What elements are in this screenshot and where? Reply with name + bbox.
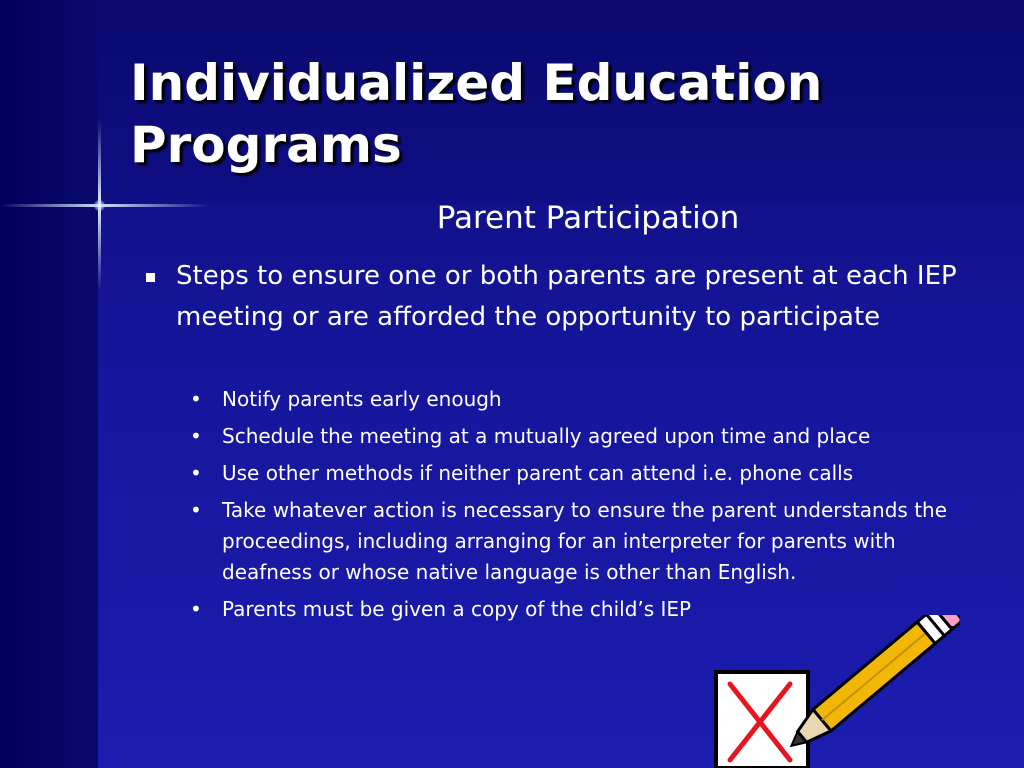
sub-bullet-item bbox=[190, 421, 990, 452]
main-bullet-text: Steps to ensure one or both parents are present at each IEP meeting or are afforded the opportunity to participate bbox=[176, 261, 957, 332]
slide-subtitle: Parent Participation bbox=[436, 200, 740, 236]
sub-bullet-text: Take whatever action is necessary to ensure the parent understands the proceedings, including arranging for an interpreter for parents with deafness or whose native language is other than English. bbox=[222, 498, 948, 584]
sub-bullet-item bbox=[190, 384, 990, 415]
main-bullet bbox=[140, 256, 970, 338]
dot-bullet-icon: • bbox=[190, 461, 202, 485]
sub-bullet-text: Use other methods if neither parent can attend i.e. phone calls bbox=[222, 461, 854, 485]
sub-bullet-item bbox=[190, 458, 990, 489]
sub-bullet-text: Schedule the meeting at a mutually agreed upon time and place bbox=[222, 424, 871, 448]
square-bullet-icon bbox=[146, 273, 155, 282]
sub-bullet-text: Parents must be given a copy of the child’s IEP bbox=[222, 597, 692, 621]
sub-bullet-list bbox=[190, 384, 990, 631]
dot-bullet-icon: • bbox=[190, 424, 202, 448]
dot-bullet-icon: • bbox=[190, 387, 202, 411]
slide-title: Individualized Education Programs bbox=[130, 54, 823, 174]
pencil-checkbox-icon bbox=[700, 615, 960, 768]
sub-bullet-text: Notify parents early enough bbox=[222, 387, 502, 411]
left-band bbox=[0, 0, 98, 768]
dot-bullet-icon: • bbox=[190, 597, 202, 621]
dot-bullet-icon: • bbox=[190, 498, 202, 522]
sub-bullet-item bbox=[190, 495, 990, 588]
